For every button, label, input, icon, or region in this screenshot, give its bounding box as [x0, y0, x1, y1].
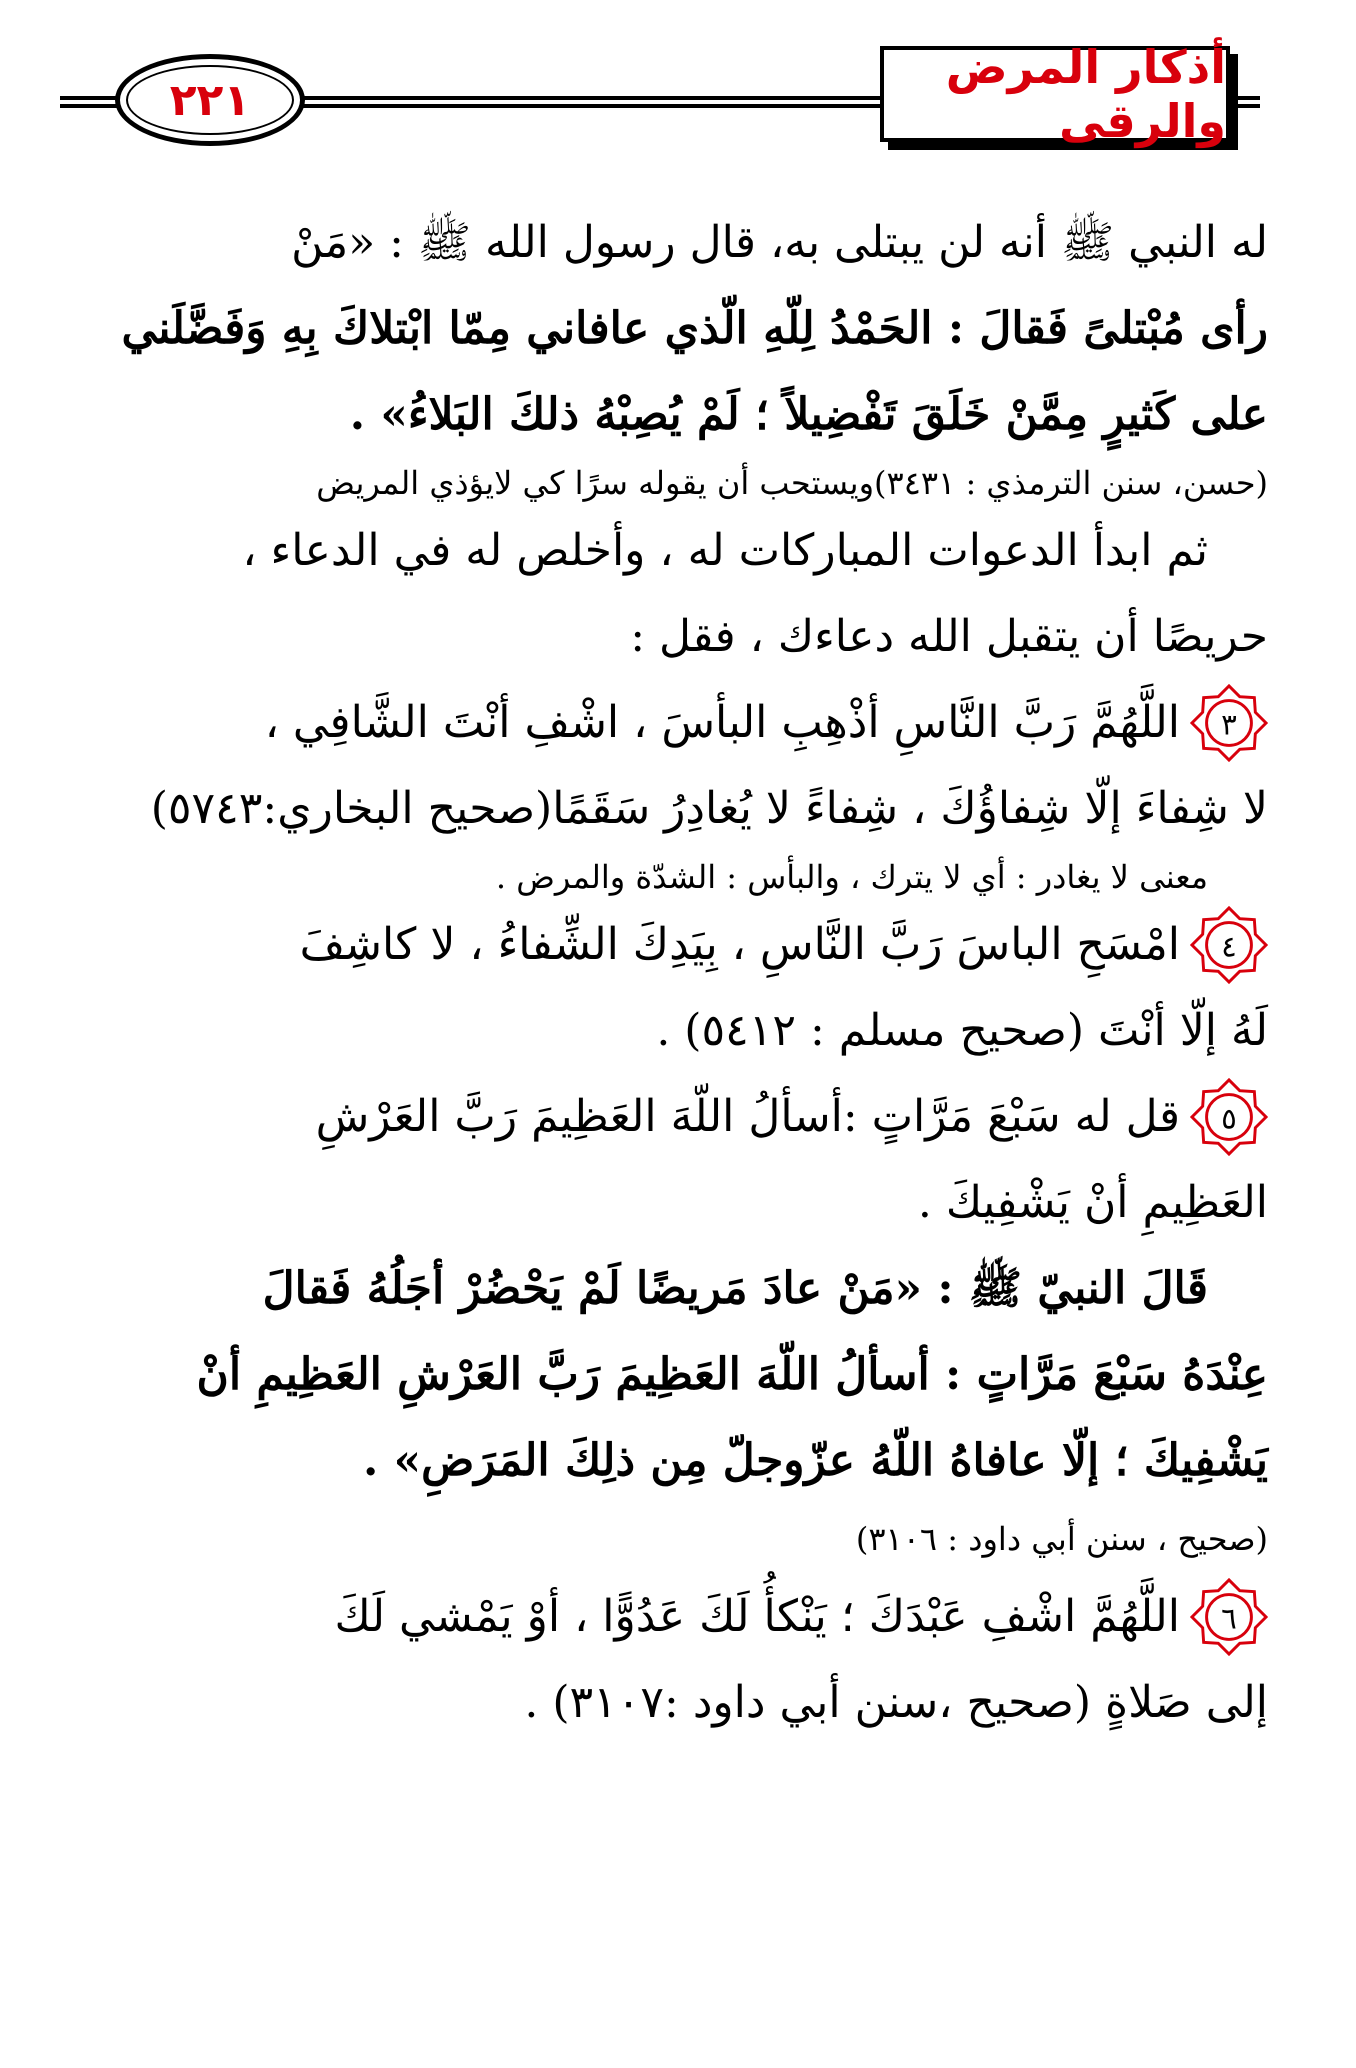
item-number: ٣ — [1221, 707, 1237, 742]
dua-item-5 — [90, 1074, 1268, 1160]
hadith-line: على كَثيرٍ مِمَّنْ خَلَقَ تَفْضِيلاً ؛ لَمْ يُصِبْهُ ذلكَ البَلاءُ» . — [349, 389, 1268, 440]
hadith-line: رأى مُبْتلىً فَقالَ : الحَمْدُ لِلّهِ الّذي عافاني مِمّا ابْتلاكَ بِهِ وَفَضَّلَني — [121, 303, 1268, 354]
dua-text: امْسَحِ الباسَ رَبَّ النَّاسِ ، بِيَدِكَ الشِّفاءُ ، لا كاشِفَ — [299, 919, 1180, 970]
hadith-line: يَشْفِيكَ ؛ إلّا عافاهُ اللّهُ عزّوجلّ مِن ذلِكَ المَرَضِ» . — [362, 1435, 1268, 1486]
dua-text: لَهُ إلّا أنْتَ (صحيح مسلم : ٥٤١٢) . — [656, 1005, 1268, 1056]
dua-text: إلى صَلاةٍ (صحيح ،سنن أبي داود :٣١٠٧) . — [524, 1677, 1268, 1728]
dua-text: اللَّهُمَّ رَبَّ النَّاسِ أذْهِبِ البأسَ ، اشْفِ أنْتَ الشَّافِي ، — [264, 697, 1180, 748]
page-number: ٢٢١ — [115, 54, 305, 146]
header-rule — [300, 92, 900, 116]
hadith-line: عِنْدَهُ سَبْعَ مَرَّاتٍ : أسألُ اللّهَ العَظِيمَ رَبَّ العَرْشِ العَظِيمِ أنْ — [196, 1349, 1268, 1400]
page-header — [60, 40, 1260, 160]
header-rule-right — [1230, 92, 1260, 116]
red-star-octagon-icon — [1190, 684, 1268, 762]
item-number: ٦ — [1221, 1601, 1237, 1636]
dua-item-6 — [90, 1574, 1268, 1660]
body-line: حريصًا أن يتقبل الله دعاءك ، فقل : — [630, 611, 1268, 662]
reference-note: (صحيح ، سنن أبي داود : ٣١٠٦) — [855, 1520, 1268, 1558]
hadith-line: قَالَ النبيّ ﷺ : «مَنْ عادَ مَريضًا لَمْ يَحْضُرْ أجَلُهُ فَقالَ — [262, 1263, 1208, 1314]
item-number: ٥ — [1221, 1101, 1237, 1136]
explanation-note: معنى لا يغادر : أي لا يترك ، والبأس : الشدّة والمرض . — [495, 858, 1208, 896]
dua-item-4 — [90, 902, 1268, 988]
body-line: ثم ابدأ الدعوات المباركات له ، وأخلص له في الدعاء ، — [242, 525, 1208, 576]
page-body — [90, 200, 1268, 1746]
dua-text: لا شِفاءَ إلّا شِفاؤُكَ ، شِفاءً لا يُغادِرُ سَقَمًا(صحيح البخاري:٥٧٤٣) — [150, 783, 1268, 834]
item-number: ٤ — [1221, 929, 1237, 964]
red-star-octagon-icon — [1190, 1078, 1268, 1156]
chapter-title: أذكار المرض والرقى — [880, 46, 1230, 142]
red-star-octagon-icon — [1190, 1578, 1268, 1656]
dua-text: اللَّهُمَّ اشْفِ عَبْدَكَ ؛ يَنْكأُ لَكَ عَدُوًّا ، أوْ يَمْشي لَكَ — [334, 1591, 1180, 1642]
header-rule-left — [60, 92, 120, 116]
dua-text: قل له سَبْعَ مَرَّاتٍ :أسألُ اللّهَ العَظِيمَ رَبَّ العَرْشِ — [315, 1091, 1180, 1142]
red-star-octagon-icon — [1190, 906, 1268, 984]
dua-item-3 — [90, 680, 1268, 766]
body-line: له النبي ﷺ أنه لن يبتلى به، قال رسول الله ﷺ : «مَنْ — [291, 217, 1268, 268]
dua-text: العَظِيمِ أنْ يَشْفِيكَ . — [917, 1177, 1268, 1228]
reference-note: (حسن، سنن الترمذي : ٣٤٣١)ويستحب أن يقوله سرًا كي لايؤذي المريض — [316, 464, 1268, 502]
